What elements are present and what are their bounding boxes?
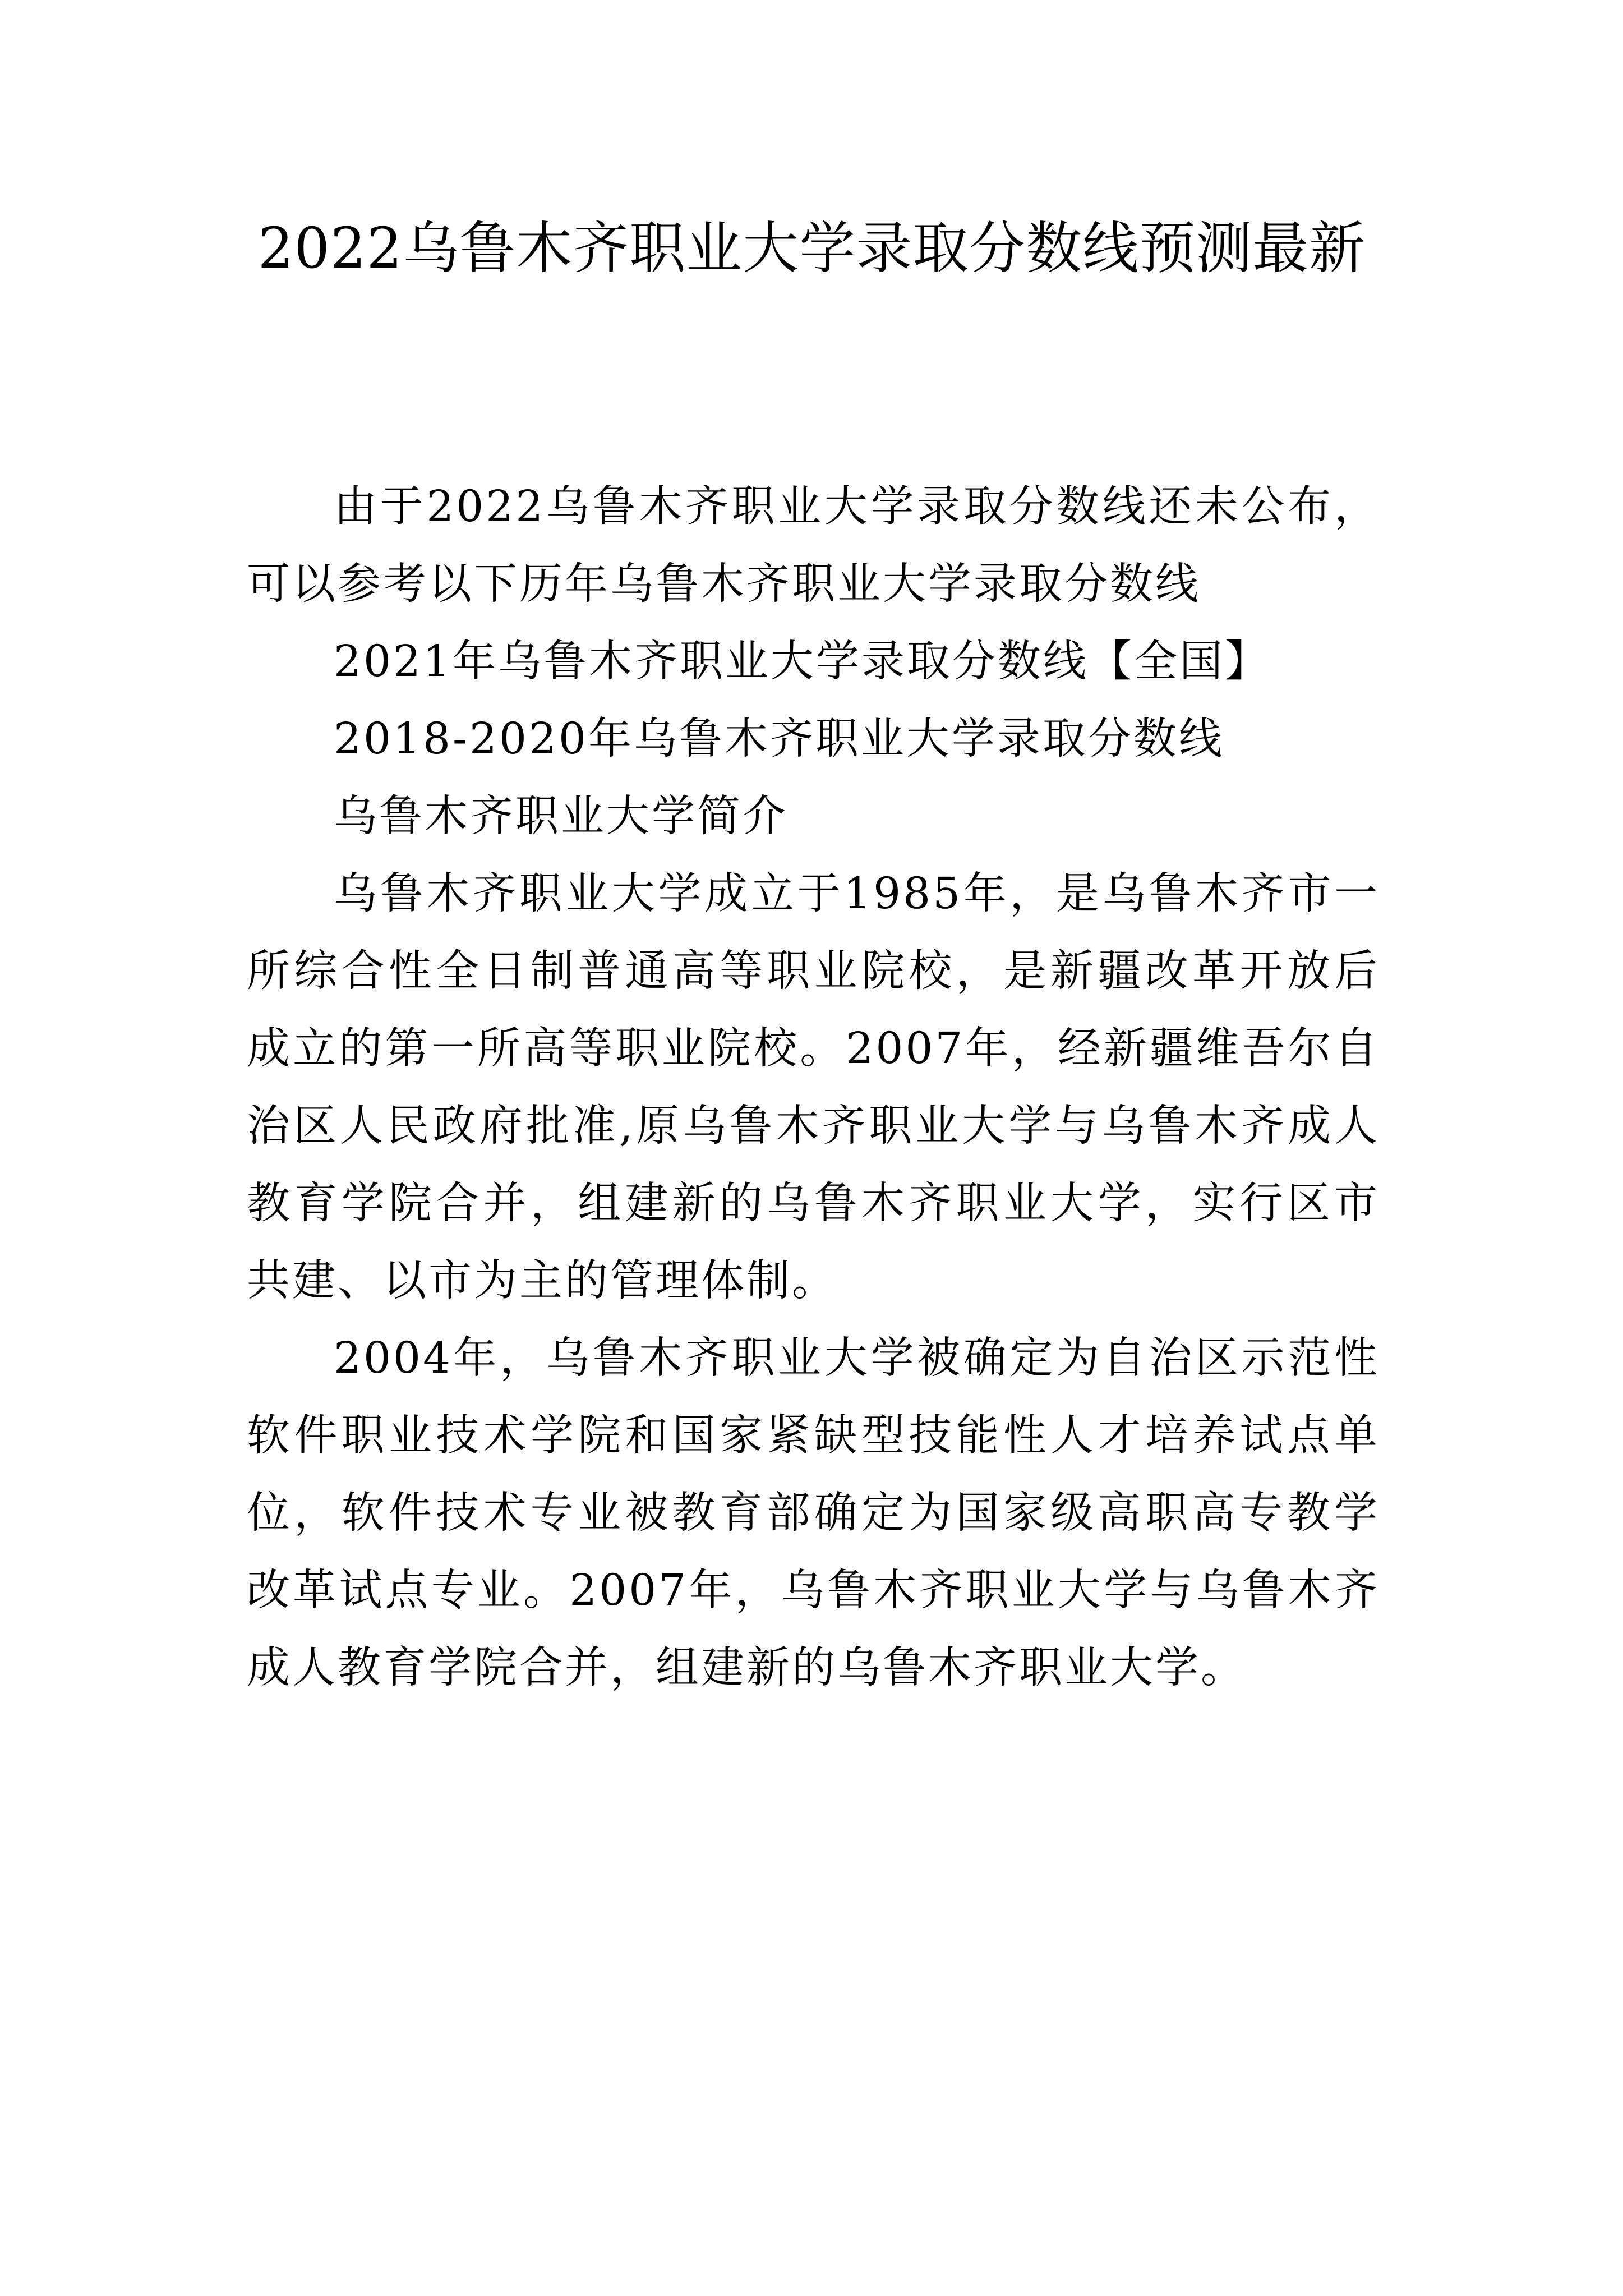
paragraph-school-history: 乌鲁木齐职业大学成立于1985年，是乌鲁木齐市一所综合性全日制普通高等职业院校，是新疆改革开放后成立的第一所高等职业院校。2007年，经新疆维吾尔自治区人民政府批准,原乌鲁木齐职业大学与乌鲁木齐成人教育学院合并，组建新的乌鲁木齐职业大学，实行区市共建、以市为主的管理体制。 [247,869,1380,1306]
paragraph-school-achievements: 2004年，乌鲁木齐职业大学被确定为自治区示范性软件职业技术学院和国家紧缺型技能性人才培养试点单位，软件技术专业被教育部确定为国家级高职高专教学改革试点专业。2007年，乌鲁木齐职业大学与乌鲁木齐成人教育学院合并，组建新的乌鲁木齐职业大学。 [247,1333,1380,1693]
paragraph-intro: 由于2022乌鲁木齐职业大学录取分数线还未公布，可以参考以下历年乌鲁木齐职业大学录取分数线 [247,482,1380,609]
document-title: 2022乌鲁木齐职业大学录取分数线预测最新 [257,215,1366,281]
paragraph-2021-scores: 2021年乌鲁木齐职业大学录取分数线【全国】 [334,637,1270,687]
document-body [247,468,1380,1707]
paragraph-2018-2020-scores: 2018-2020年乌鲁木齐职业大学录取分数线 [334,714,1224,764]
paragraph-school-intro-heading: 乌鲁木齐职业大学简介 [334,792,788,841]
